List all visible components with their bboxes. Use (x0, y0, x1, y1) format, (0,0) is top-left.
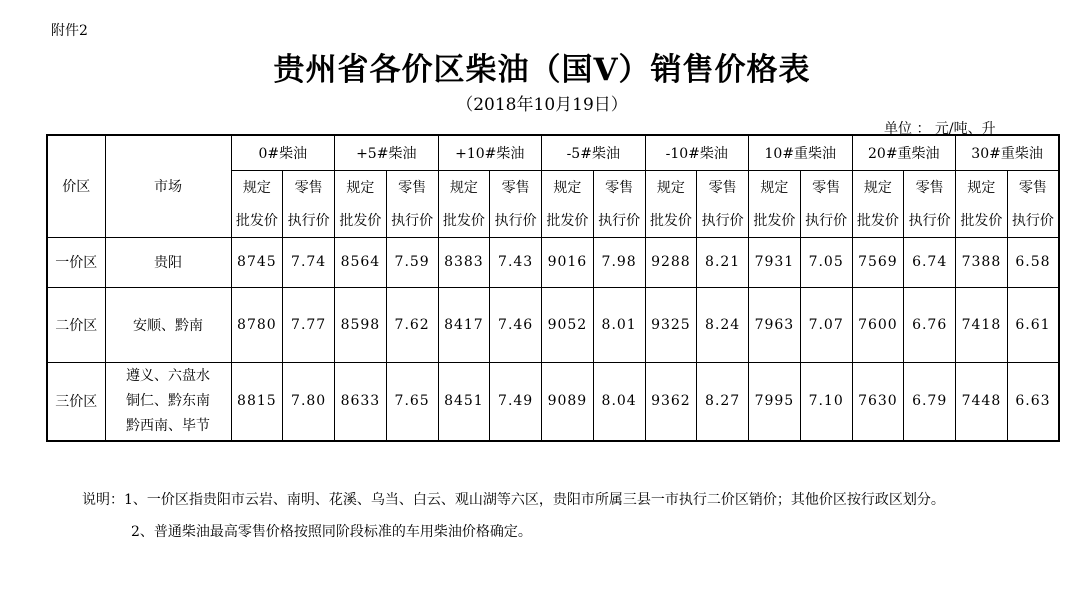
price-cell: 6.61 (1007, 287, 1059, 362)
header-product: 10#重柴油 (749, 135, 853, 170)
header-sub-top: 零售 (800, 170, 852, 204)
note-2: 2、普通柴油最高零售价格按照同阶段标准的车用柴油价格确定。 (131, 524, 532, 540)
price-cell: 9052 (542, 287, 594, 362)
header-sub-bottom: 批发价 (335, 204, 387, 237)
price-cell: 8417 (438, 287, 490, 362)
price-cell: 7.74 (283, 237, 335, 287)
price-cell: 7.65 (386, 362, 438, 441)
zone-cell: 一价区 (47, 237, 105, 287)
zone-cell: 二价区 (47, 287, 105, 362)
note-1: 说明：1、一价区指贵阳市云岩、南明、花溪、乌当、白云、观山湖等六区，贵阳市所属三县一市执行二价区销价；其他价区按行政区划分。 (82, 492, 945, 508)
price-cell: 8598 (335, 287, 387, 362)
header-sub-bottom: 执行价 (283, 204, 335, 237)
notes (48, 489, 1058, 543)
table-row (47, 287, 1059, 362)
price-cell: 8780 (231, 287, 283, 362)
price-cell: 7.62 (386, 287, 438, 362)
price-cell: 9325 (645, 287, 697, 362)
header-sub-bottom: 执行价 (593, 204, 645, 237)
header-sub-top: 规定 (852, 170, 904, 204)
unit-label: 单位 ： 元/吨、升 (884, 121, 996, 137)
header-sub-bottom: 批发价 (852, 204, 904, 237)
header-sub-top: 零售 (593, 170, 645, 204)
market-cell (105, 362, 231, 441)
header-sub-top: 零售 (490, 170, 542, 204)
price-cell: 7.43 (490, 237, 542, 287)
header-sub-top: 规定 (645, 170, 697, 204)
header-sub-bottom: 执行价 (697, 204, 749, 237)
header-sub-top: 零售 (283, 170, 335, 204)
price-cell: 7569 (852, 237, 904, 287)
header-zone: 价区 (47, 135, 105, 237)
price-cell: 7.46 (490, 287, 542, 362)
price-cell: 7630 (852, 362, 904, 441)
header-sub-bottom: 执行价 (490, 204, 542, 237)
page-title: 贵州省各价区柴油（国Ⅴ）销售价格表 (273, 52, 811, 88)
price-cell: 7.77 (283, 287, 335, 362)
header-sub-bottom: 执行价 (800, 204, 852, 237)
header-sub-top: 零售 (904, 170, 956, 204)
market-line: 铜仁、黔东南 (126, 392, 210, 409)
header-product: -10#柴油 (645, 135, 749, 170)
header-product: 30#重柴油 (956, 135, 1060, 170)
price-cell: 7388 (956, 237, 1008, 287)
price-cell: 7963 (749, 287, 801, 362)
header-sub-top: 规定 (438, 170, 490, 204)
market-cell (105, 237, 231, 287)
header-sub-bottom: 批发价 (438, 204, 490, 237)
price-cell: 8633 (335, 362, 387, 441)
header-sub-bottom: 批发价 (749, 204, 801, 237)
price-cell: 6.76 (904, 287, 956, 362)
price-cell: 8.21 (697, 237, 749, 287)
price-cell: 7931 (749, 237, 801, 287)
price-cell: 9016 (542, 237, 594, 287)
market-line: 贵阳 (154, 255, 182, 271)
header-sub-bottom: 执行价 (904, 204, 956, 237)
attachment-label: 附件2 (51, 23, 88, 39)
page-date: （2018年10月19日） (456, 95, 628, 115)
price-cell: 6.79 (904, 362, 956, 441)
price-cell: 7.49 (490, 362, 542, 441)
price-cell: 9362 (645, 362, 697, 441)
price-cell: 9089 (542, 362, 594, 441)
table-row (47, 237, 1059, 287)
price-cell: 7.80 (283, 362, 335, 441)
header-product: 20#重柴油 (852, 135, 956, 170)
price-cell: 8.24 (697, 287, 749, 362)
price-cell: 7448 (956, 362, 1008, 441)
price-cell: 8.04 (593, 362, 645, 441)
header-sub-top: 零售 (1007, 170, 1059, 204)
price-cell: 6.74 (904, 237, 956, 287)
header-sub-top: 规定 (335, 170, 387, 204)
header-sub-bottom: 执行价 (386, 204, 438, 237)
price-cell: 7.98 (593, 237, 645, 287)
header-product: 0#柴油 (231, 135, 335, 170)
price-cell: 8451 (438, 362, 490, 441)
price-cell: 7.05 (800, 237, 852, 287)
header-sub-bottom: 批发价 (231, 204, 283, 237)
price-cell: 8.27 (697, 362, 749, 441)
price-cell: 8383 (438, 237, 490, 287)
zone-cell: 三价区 (47, 362, 105, 441)
price-cell: 7995 (749, 362, 801, 441)
price-cell: 7.07 (800, 287, 852, 362)
header-sub-top: 规定 (231, 170, 283, 204)
header-sub-top: 零售 (386, 170, 438, 204)
header-sub-bottom: 批发价 (956, 204, 1008, 237)
price-cell: 7.10 (800, 362, 852, 441)
market-line: 黔西南、毕节 (126, 417, 210, 434)
price-table (46, 134, 1060, 442)
table-row (47, 362, 1059, 441)
header-sub-top: 规定 (956, 170, 1008, 204)
price-cell: 8.01 (593, 287, 645, 362)
price-cell: 6.63 (1007, 362, 1059, 441)
header-sub-bottom: 执行价 (1007, 204, 1059, 237)
price-cell: 7418 (956, 287, 1008, 362)
header-sub-top: 规定 (542, 170, 594, 204)
header-sub-top: 规定 (749, 170, 801, 204)
header-product: -5#柴油 (542, 135, 646, 170)
price-cell: 7600 (852, 287, 904, 362)
price-cell: 8745 (231, 237, 283, 287)
header-product: +5#柴油 (335, 135, 439, 170)
price-cell: 6.58 (1007, 237, 1059, 287)
header-sub-top: 零售 (697, 170, 749, 204)
market-line: 安顺、黔南 (133, 317, 203, 334)
header-product: +10#柴油 (438, 135, 542, 170)
header-market: 市场 (105, 135, 231, 237)
market-line: 遵义、六盘水 (126, 367, 210, 384)
market-cell (105, 287, 231, 362)
price-cell: 7.59 (386, 237, 438, 287)
price-cell: 9288 (645, 237, 697, 287)
header-sub-bottom: 批发价 (542, 204, 594, 237)
price-cell: 8815 (231, 362, 283, 441)
header-sub-bottom: 批发价 (645, 204, 697, 237)
price-cell: 8564 (335, 237, 387, 287)
